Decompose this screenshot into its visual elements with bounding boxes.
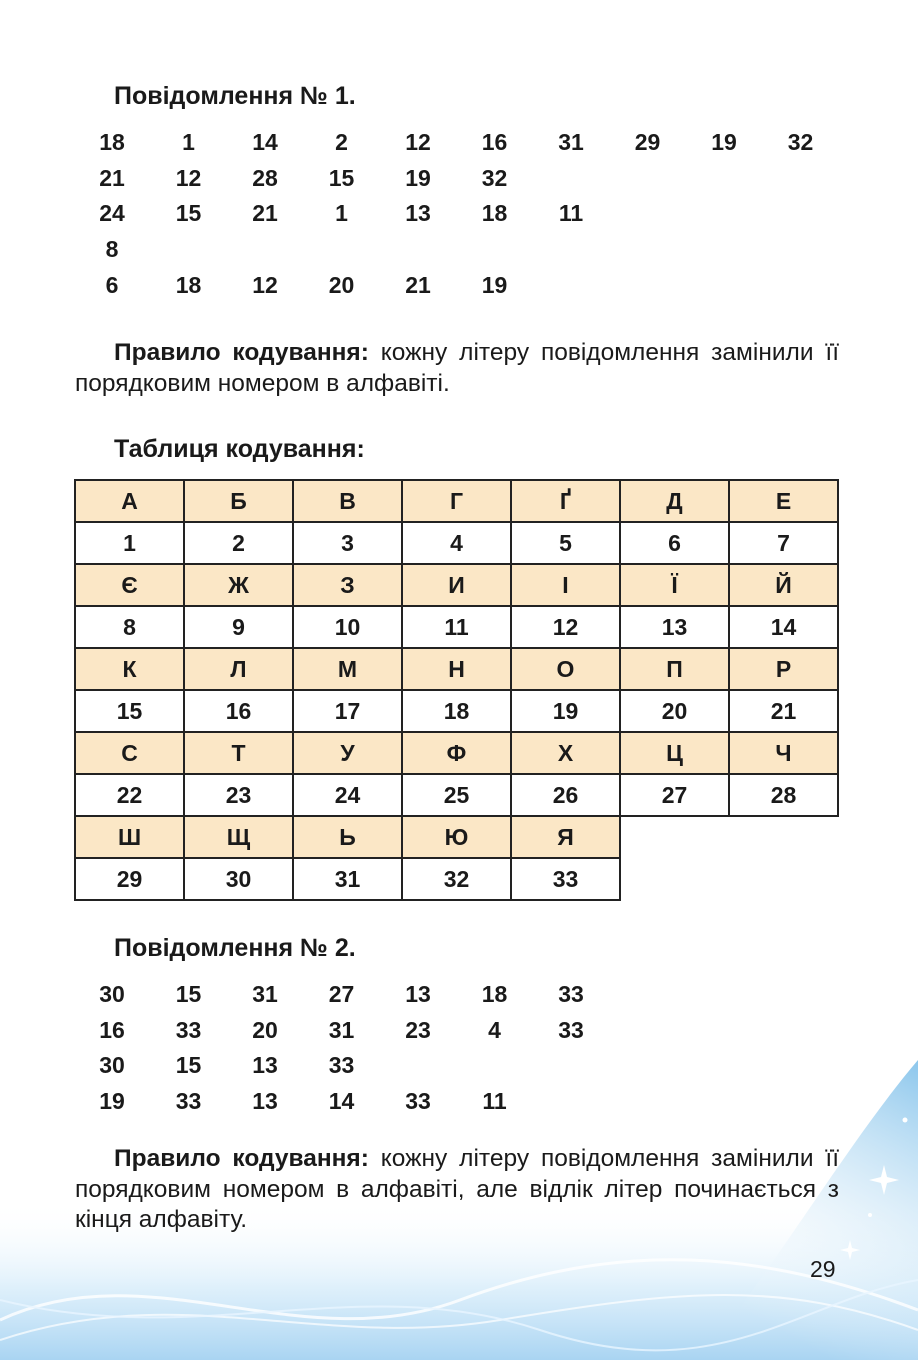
code-number: 19 bbox=[99, 1088, 125, 1115]
letter-cell: Ф bbox=[402, 732, 511, 774]
letter-cell: Ц bbox=[620, 732, 729, 774]
number-cell: 32 bbox=[402, 858, 511, 900]
letter-cell: М bbox=[293, 648, 402, 690]
number-cell: 14 bbox=[729, 606, 838, 648]
code-number: 20 bbox=[252, 1016, 278, 1043]
number-cell: 16 bbox=[184, 690, 293, 732]
number-cell: 13 bbox=[620, 606, 729, 648]
table-title: Таблиця кодування: bbox=[114, 435, 365, 463]
code-number: 29 bbox=[634, 129, 661, 155]
empty-cell bbox=[729, 816, 838, 858]
letter-row bbox=[75, 732, 838, 774]
number-cell: 29 bbox=[75, 858, 184, 900]
code-number: 19 bbox=[711, 129, 737, 155]
number-cell: 5 bbox=[511, 522, 620, 564]
code-number: 33 bbox=[328, 1052, 355, 1079]
code-number: 11 bbox=[482, 1088, 507, 1115]
code-number: 18 bbox=[99, 129, 125, 155]
letter-cell: Р bbox=[729, 648, 838, 690]
letter-cell: Ї bbox=[620, 564, 729, 606]
letter-cell: П bbox=[620, 648, 729, 690]
code-number: 24 bbox=[99, 200, 125, 227]
letter-cell: О bbox=[511, 648, 620, 690]
number-cell: 17 bbox=[293, 690, 402, 732]
letter-cell: З bbox=[293, 564, 402, 606]
letter-cell: І bbox=[511, 564, 620, 606]
number-cell: 18 bbox=[402, 690, 511, 732]
code-number: 27 bbox=[328, 981, 355, 1007]
code-number: 21 bbox=[252, 200, 278, 227]
letter-cell: Ь bbox=[293, 816, 402, 858]
code-number: 19 bbox=[405, 164, 431, 191]
rule-2-paragraph bbox=[75, 1144, 839, 1236]
number-row bbox=[75, 858, 838, 900]
number-cell: 10 bbox=[293, 606, 402, 648]
code-number: 31 bbox=[328, 1016, 355, 1043]
letter-cell: А bbox=[75, 480, 184, 522]
number-cell: 11 bbox=[402, 606, 511, 648]
letter-cell: И bbox=[402, 564, 511, 606]
letter-row bbox=[75, 816, 838, 858]
letter-cell: Ч bbox=[729, 732, 838, 774]
letter-cell: Н bbox=[402, 648, 511, 690]
code-number: 13 bbox=[252, 1052, 278, 1079]
number-cell: 19 bbox=[511, 690, 620, 732]
code-number: 33 bbox=[558, 981, 584, 1007]
letter-cell: Є bbox=[75, 564, 184, 606]
letter-cell: Л bbox=[184, 648, 293, 690]
code-number: 20 bbox=[328, 271, 355, 298]
code-number: 15 bbox=[175, 1052, 202, 1079]
code-number: 32 bbox=[481, 164, 508, 191]
letter-cell: Е bbox=[729, 480, 838, 522]
number-cell: 8 bbox=[75, 606, 184, 648]
number-cell: 15 bbox=[75, 690, 184, 732]
number-cell: 6 bbox=[620, 522, 729, 564]
number-cell: 4 bbox=[402, 522, 511, 564]
code-number: 8 bbox=[105, 236, 119, 263]
code-number: 30 bbox=[99, 981, 125, 1007]
code-number: 18 bbox=[481, 200, 508, 227]
code-number: 21 bbox=[405, 271, 431, 298]
number-cell: 25 bbox=[402, 774, 511, 816]
code-number: 33 bbox=[175, 1088, 202, 1115]
number-cell: 27 bbox=[620, 774, 729, 816]
code-number: 4 bbox=[488, 1016, 501, 1043]
code-number: 14 bbox=[328, 1088, 355, 1115]
letter-cell: К bbox=[75, 648, 184, 690]
letter-row bbox=[75, 564, 838, 606]
letter-cell: Й bbox=[729, 564, 838, 606]
code-number: 15 bbox=[175, 200, 202, 227]
message-1-title: Повідомлення № 1. bbox=[114, 82, 356, 110]
code-number: 16 bbox=[481, 129, 508, 155]
number-row bbox=[75, 522, 838, 564]
code-number: 13 bbox=[252, 1088, 278, 1115]
code-number: 15 bbox=[175, 981, 202, 1007]
letter-cell: С bbox=[75, 732, 184, 774]
letter-cell: Т bbox=[184, 732, 293, 774]
number-cell: 7 bbox=[729, 522, 838, 564]
number-cell: 1 bbox=[75, 522, 184, 564]
letter-cell: Я bbox=[511, 816, 620, 858]
code-number: 14 bbox=[252, 129, 278, 155]
coding-table bbox=[74, 479, 839, 901]
letter-cell: Г bbox=[402, 480, 511, 522]
number-row bbox=[75, 774, 838, 816]
number-row bbox=[75, 690, 838, 732]
number-cell: 20 bbox=[620, 690, 729, 732]
code-number: 23 bbox=[405, 1016, 431, 1043]
rule-2-text: кожну літеру повідомлення замінили її порядковим номером в алфавіті, але відлік літер починається з кінця алфавіту. bbox=[75, 1145, 840, 1233]
letter-cell: Д bbox=[620, 480, 729, 522]
code-number: 12 bbox=[405, 129, 431, 155]
code-number: 1 bbox=[335, 200, 348, 227]
rule-1-text: кожну літеру повідомлення замінили її порядковим номером в алфавіті. bbox=[75, 339, 840, 397]
number-row bbox=[75, 606, 838, 648]
number-cell: 28 bbox=[729, 774, 838, 816]
code-number: 33 bbox=[175, 1016, 202, 1043]
code-number: 1 bbox=[182, 129, 195, 155]
number-cell: 26 bbox=[511, 774, 620, 816]
message-2-title: Повідомлення № 2. bbox=[114, 934, 356, 962]
letter-cell: Ж bbox=[184, 564, 293, 606]
rule-1-label: Правило кодування: bbox=[114, 339, 369, 366]
number-cell: 30 bbox=[184, 858, 293, 900]
number-cell: 23 bbox=[184, 774, 293, 816]
empty-cell bbox=[729, 858, 838, 900]
code-number: 31 bbox=[558, 129, 584, 155]
letter-cell: Х bbox=[511, 732, 620, 774]
code-number: 12 bbox=[175, 164, 202, 191]
code-number: 32 bbox=[787, 129, 814, 155]
code-number: 13 bbox=[405, 981, 431, 1007]
code-number: 31 bbox=[252, 981, 278, 1007]
code-number: 15 bbox=[328, 164, 355, 191]
number-cell: 9 bbox=[184, 606, 293, 648]
code-number: 12 bbox=[252, 271, 278, 298]
empty-cell bbox=[620, 858, 729, 900]
code-number: 16 bbox=[99, 1016, 125, 1043]
code-number: 2 bbox=[335, 129, 348, 155]
letter-cell: У bbox=[293, 732, 402, 774]
number-cell: 33 bbox=[511, 858, 620, 900]
letter-row bbox=[75, 648, 838, 690]
empty-cell bbox=[620, 816, 729, 858]
number-cell: 22 bbox=[75, 774, 184, 816]
code-number: 19 bbox=[481, 271, 508, 298]
number-cell: 12 bbox=[511, 606, 620, 648]
letter-cell: Щ bbox=[184, 816, 293, 858]
code-number: 28 bbox=[252, 164, 278, 191]
code-number: 33 bbox=[405, 1088, 431, 1115]
rule-1-paragraph bbox=[75, 338, 839, 399]
letter-cell: В bbox=[293, 480, 402, 522]
rule-2-label: Правило кодування: bbox=[114, 1145, 369, 1172]
code-number: 30 bbox=[99, 1052, 125, 1079]
code-number: 18 bbox=[481, 981, 508, 1007]
letter-cell: Ю bbox=[402, 816, 511, 858]
page-number: 29 bbox=[810, 1256, 836, 1282]
code-number: 11 bbox=[558, 200, 584, 227]
letter-cell: Ш bbox=[75, 816, 184, 858]
letter-row bbox=[75, 480, 838, 522]
number-cell: 2 bbox=[184, 522, 293, 564]
code-number: 6 bbox=[105, 271, 119, 298]
letter-cell: Ґ bbox=[511, 480, 620, 522]
code-number: 18 bbox=[175, 271, 202, 298]
code-number: 33 bbox=[558, 1016, 584, 1043]
number-cell: 21 bbox=[729, 690, 838, 732]
number-cell: 24 bbox=[293, 774, 402, 816]
code-number: 21 bbox=[99, 164, 125, 191]
letter-cell: Б bbox=[184, 480, 293, 522]
number-cell: 31 bbox=[293, 858, 402, 900]
code-number: 13 bbox=[405, 200, 431, 227]
number-cell: 3 bbox=[293, 522, 402, 564]
